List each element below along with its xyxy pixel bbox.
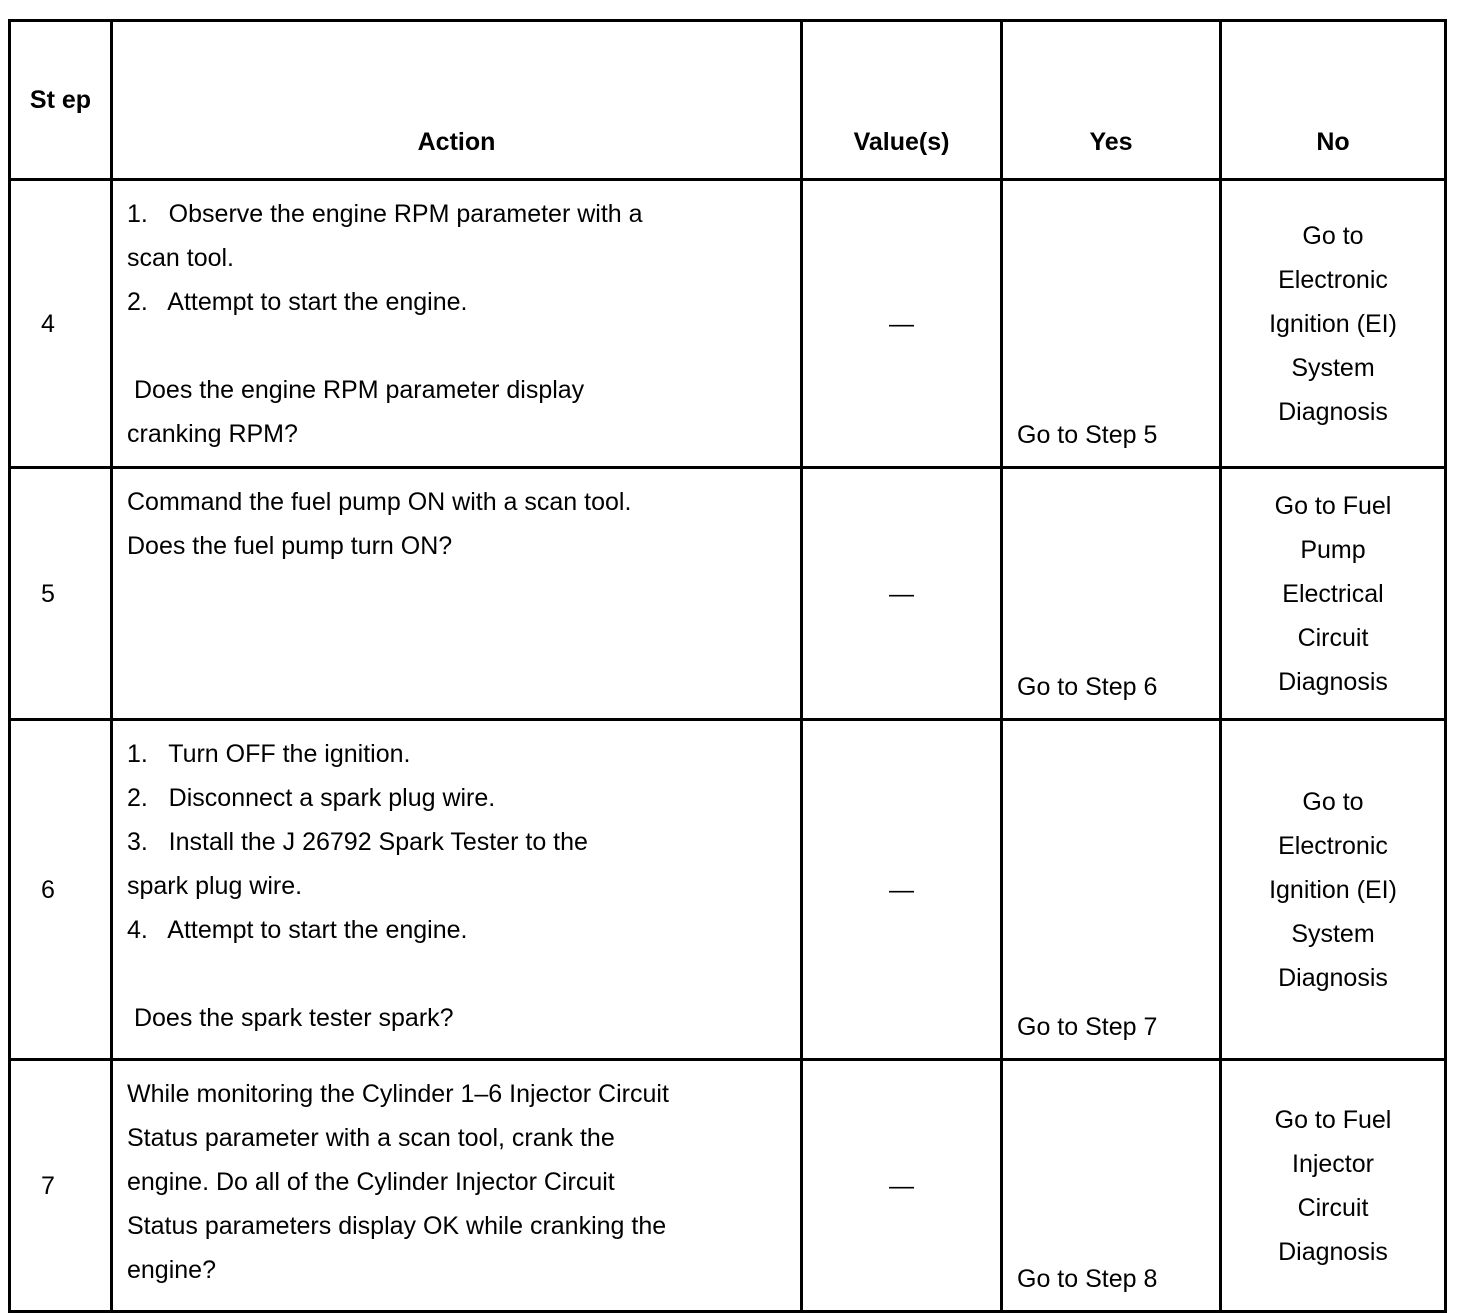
action-column-header: Action <box>112 21 802 180</box>
yes-column-header: Yes <box>1002 21 1221 180</box>
table-row <box>10 1060 1446 1312</box>
no-line: Go to Fuel <box>1274 491 1392 520</box>
action-line: 1. Turn OFF the ignition. <box>127 740 411 768</box>
no-line: Go to <box>1302 787 1364 816</box>
action-cell <box>112 720 802 1060</box>
value-cell: — <box>802 468 1002 720</box>
step-column-header <box>10 21 112 180</box>
no-cell <box>1221 468 1446 720</box>
no-line: Electrical <box>1282 579 1384 608</box>
spacer <box>127 952 786 996</box>
no-line: Diagnosis <box>1278 667 1388 696</box>
action-line: scan tool. <box>127 244 235 272</box>
no-line: Go to Fuel <box>1274 1105 1392 1134</box>
yes-cell: Go to Step 5 <box>1002 180 1221 468</box>
no-cell <box>1221 1060 1446 1312</box>
values-column-header: Value(s) <box>802 21 1002 180</box>
no-line: Go to <box>1302 221 1364 250</box>
no-line: Diagnosis <box>1278 1237 1388 1266</box>
table-row <box>10 720 1446 1060</box>
action-cell <box>112 1060 802 1312</box>
action-line: spark plug wire. <box>127 872 303 900</box>
no-line: Diagnosis <box>1278 963 1388 992</box>
yes-cell: Go to Step 6 <box>1002 468 1221 720</box>
no-line: Circuit <box>1297 623 1369 652</box>
action-line: Status parameter with a scan tool, crank the <box>127 1124 615 1152</box>
yes-cell: Go to Step 8 <box>1002 1060 1221 1312</box>
action-line: Status parameters display OK while cranking the <box>127 1212 667 1240</box>
question-line: Does the spark tester spark? <box>127 1004 454 1032</box>
no-line: System <box>1291 919 1375 948</box>
step-number: 7 <box>10 1060 112 1312</box>
step-header-line-2: ep <box>61 86 92 114</box>
action-cell <box>112 180 802 468</box>
yes-cell: Go to Step 7 <box>1002 720 1221 1060</box>
table-row <box>10 180 1446 468</box>
no-line: Electronic <box>1278 831 1388 860</box>
no-line: Electronic <box>1278 265 1388 294</box>
action-line: 1. Observe the engine RPM parameter with a <box>127 200 643 228</box>
spacer <box>127 324 786 368</box>
action-line: engine. Do all of the Cylinder Injector Circuit <box>127 1168 615 1196</box>
no-line: System <box>1291 353 1375 382</box>
no-line: Circuit <box>1297 1193 1369 1222</box>
action-line: 2. Disconnect a spark plug wire. <box>127 784 496 812</box>
action-line: Command the fuel pump ON with a scan tool. <box>127 488 632 516</box>
value-cell: — <box>802 720 1002 1060</box>
step-header-line-1: St <box>29 86 55 114</box>
no-cell <box>1221 180 1446 468</box>
question-line: cranking RPM? <box>127 420 298 448</box>
step-number: 6 <box>10 720 112 1060</box>
no-line: Diagnosis <box>1278 397 1388 426</box>
action-line: 3. Install the J 26792 Spark Tester to the <box>127 828 588 856</box>
action-cell <box>112 468 802 720</box>
action-line: 4. Attempt to start the engine. <box>127 916 468 944</box>
value-cell: — <box>802 180 1002 468</box>
step-number: 5 <box>10 468 112 720</box>
header-row <box>10 21 1446 180</box>
no-line: Injector <box>1292 1149 1374 1178</box>
action-line: 2. Attempt to start the engine. <box>127 288 468 316</box>
action-line: Does the fuel pump turn ON? <box>127 532 453 560</box>
no-column-header: No <box>1221 21 1446 180</box>
no-cell <box>1221 720 1446 1060</box>
action-line: While monitoring the Cylinder 1–6 Injector Circuit <box>127 1080 669 1108</box>
step-number: 4 <box>10 180 112 468</box>
table-body <box>10 180 1446 1312</box>
no-line: Ignition (EI) <box>1269 875 1397 904</box>
no-line: Ignition (EI) <box>1269 309 1397 338</box>
no-line: Pump <box>1300 535 1366 564</box>
action-line: engine? <box>127 1256 216 1284</box>
diagnostic-table <box>8 19 1447 1313</box>
question-line: Does the engine RPM parameter display <box>127 376 585 404</box>
table-row <box>10 468 1446 720</box>
value-cell: — <box>802 1060 1002 1312</box>
